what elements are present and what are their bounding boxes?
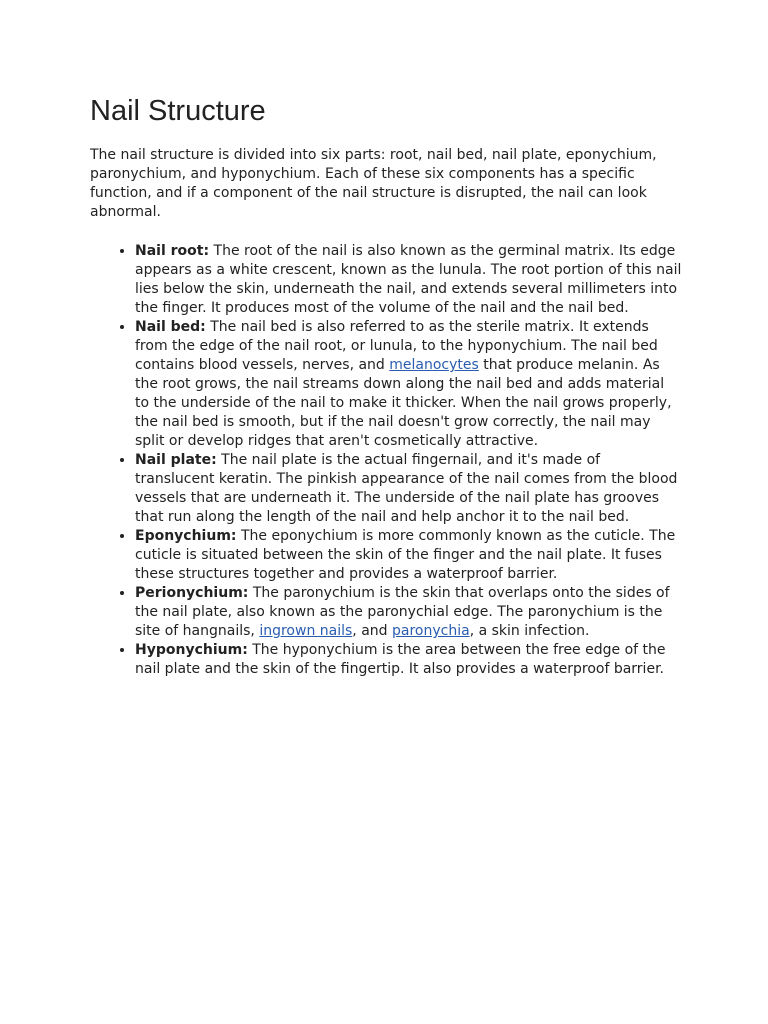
item-text: that produce melanin. As the root grows, the nail streams down along the nail bed and adds material to the underside of the nail to make it thicker. When the nail grows properly, the nail bed is smooth, but if the nail doesn't grow correctly, the nail may split or develop ridges that aren't cosmetically attractive. [135, 357, 672, 449]
intro-paragraph: The nail structure is divided into six parts: root, nail bed, nail plate, eponychium, paronychium, and hyponychium. Each of these six components has a specific function, and if a component of the nail structure is disrupted, the nail can look abnormal. [90, 147, 657, 220]
item-text: The nail bed is also referred to as the sterile matrix. It extends from the edge of the nail root, or lunula, to the hyponychium. The nail bed contains blood vessels, nerves, and [135, 319, 658, 373]
item-text: , and [352, 623, 392, 639]
ingrown-nails-link[interactable]: ingrown nails [259, 623, 353, 639]
item-text: The root of the nail is also known as the germinal matrix. Its edge appears as a white crescent, known as the lunula. The root portion of this nail lies below the skin, underneath the nail, and extends several millimeters into the finger. It produces most of the volume of the nail and the nail bed. [135, 243, 682, 316]
term-label: Nail root: [135, 243, 210, 259]
list-item-nail-root [135, 242, 682, 318]
item-text: The eponychium is more commonly known as the cuticle. The cuticle is situated between the skin of the finger and the nail plate. It fuses these structures together and provides a waterproof barrier. [135, 528, 676, 582]
term-label: Perionychium: [135, 585, 249, 601]
term-label: Hyponychium: [135, 642, 248, 658]
list-item-nail-bed [135, 318, 682, 451]
list-item-nail-plate [135, 451, 682, 527]
term-label: Nail bed: [135, 319, 206, 335]
page-title: Nail Structure [90, 95, 266, 127]
list-item-perionychium [135, 584, 682, 641]
item-text: The paronychium is the skin that overlaps onto the sides of the nail plate, also known as the paronychial edge. The paronychium is the site of hangnails, [135, 585, 670, 639]
melanocytes-link[interactable]: melanocytes [389, 357, 479, 373]
nail-parts-list [90, 242, 682, 679]
document-page [90, 94, 682, 679]
list-item-hyponychium [135, 641, 682, 679]
item-text: The nail plate is the actual fingernail, and it's made of translucent keratin. The pinkish appearance of the nail comes from the blood vessels that are underneath it. The underside of the nail plate has grooves that run along the length of the nail and help anchor it to the nail bed. [135, 452, 678, 525]
term-label: Nail plate: [135, 452, 217, 468]
item-text: The hyponychium is the area between the free edge of the nail plate and the skin of the fingertip. It also provides a waterproof barrier. [135, 642, 666, 677]
paronychia-link[interactable]: paronychia [392, 623, 470, 639]
item-text: , a skin infection. [469, 623, 590, 639]
list-item-eponychium [135, 527, 682, 584]
term-label: Eponychium: [135, 528, 237, 544]
